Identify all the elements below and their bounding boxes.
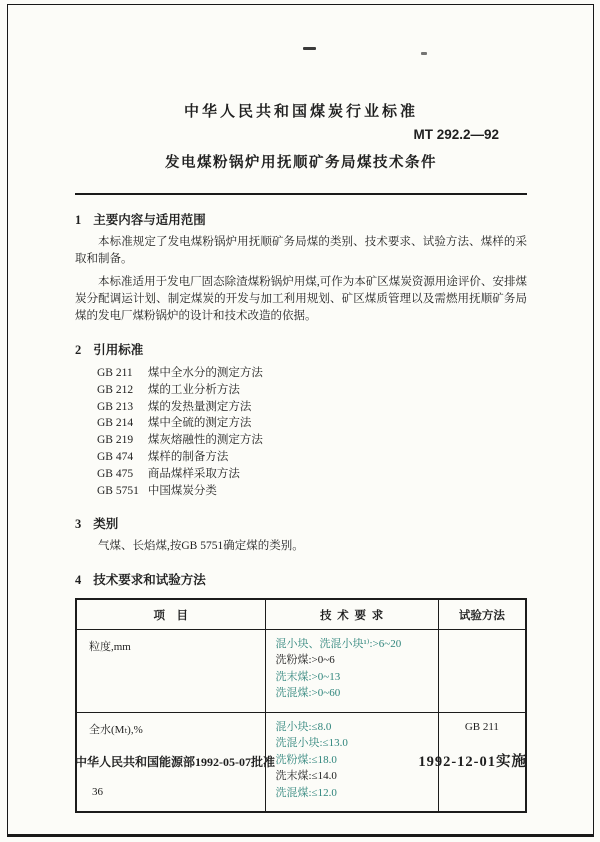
- section-1-paragraph-2: 本标准适用于发电厂固态除渣煤粉锅炉用煤,可作为本矿区煤炭资源用途评价、安排煤炭分配调运计划、制定煤炭的开发与加工利用规划、矿区煤质管理以及需燃用抚顺矿务局煤的发电厂煤粉锅炉的设计和技术改造的依据。: [75, 276, 527, 322]
- reference-item: [97, 399, 527, 416]
- table-cell-item: 粒度,mm: [76, 629, 265, 712]
- table-cell-requirements: [265, 629, 438, 712]
- reference-title: 煤的发热量测定方法: [147, 400, 252, 413]
- reference-item: [97, 483, 527, 500]
- reference-title: 煤中全硫的测定方法: [147, 417, 252, 430]
- table-header-requirement: 技 术 要 求: [265, 599, 438, 629]
- requirement-line: 混小块、洗混小块¹⁾:>6~20: [275, 637, 402, 650]
- reference-code: GB 219: [97, 434, 134, 447]
- reference-code: GB 213: [97, 400, 134, 413]
- requirement-line: 混小块:≤8.0: [275, 720, 332, 733]
- reference-title: 煤样的制备方法: [147, 450, 229, 463]
- table-cell-item: 全水(Mₜ),%: [76, 712, 265, 812]
- technical-requirements-table: [75, 598, 527, 813]
- table-cell-method: GB 211: [438, 712, 526, 812]
- requirement-line: 洗粉煤:>0~6: [275, 654, 335, 667]
- section-4-number: 4: [75, 573, 82, 588]
- reference-code: GB 214: [97, 417, 134, 430]
- reference-item: [97, 382, 527, 399]
- section-2-heading: [75, 340, 527, 358]
- reference-code: GB 5751: [97, 484, 139, 497]
- section-1-number: 1: [75, 213, 82, 227]
- table-cell-method: [438, 629, 526, 712]
- references-list: [97, 365, 527, 499]
- section-4-heading: [75, 570, 527, 588]
- section-3-heading: [75, 514, 527, 532]
- reference-title: 煤中全水分的测定方法: [147, 367, 263, 379]
- section-2-title: 引用标准: [93, 343, 144, 357]
- reference-code: GB 474: [97, 450, 134, 463]
- implementation-date: 1992-12-01实施: [418, 754, 527, 770]
- requirement-line: 洗混煤:≤12.0: [275, 786, 337, 799]
- reference-title: 商品煤样采取方法: [147, 467, 240, 480]
- table-header-row: [76, 599, 526, 629]
- section-4-title: 技术要求和试验方法: [93, 573, 206, 588]
- reference-item: [97, 466, 527, 483]
- approval-statement: 中华人民共和国能源部1992-05-07批准: [75, 755, 275, 769]
- requirement-line: 洗粉煤:≤18.0: [275, 753, 337, 766]
- footer: [75, 750, 527, 771]
- document-content: [75, 0, 527, 813]
- standard-category-line: 中华人民共和国煤炭行业标准: [183, 104, 418, 120]
- table-row-particle-size: [76, 629, 526, 712]
- requirement-line: 洗末煤:>0~13: [275, 670, 341, 683]
- reference-item: [97, 365, 527, 382]
- section-3-title: 类别: [93, 517, 119, 532]
- requirement-line: 洗末煤:≤14.0: [275, 770, 337, 783]
- section-3-number: 3: [75, 517, 82, 532]
- requirement-line: 洗混小块:≤13.0: [275, 737, 348, 750]
- table-header-item: 项 目: [76, 599, 265, 629]
- standard-number: MT 292.2—92: [413, 127, 499, 142]
- reference-code: GB 212: [97, 383, 134, 396]
- reference-title: 中国煤炭分类: [147, 484, 217, 497]
- document-title: 发电煤粉锅炉用抚顺矿务局煤技术条件: [165, 155, 437, 171]
- table-header-method: 试验方法: [438, 599, 526, 629]
- section-1-title: 主要内容与适用范围: [93, 213, 206, 227]
- reference-item: [97, 449, 527, 466]
- reference-code: GB 211: [97, 367, 133, 379]
- requirement-line: 洗混煤:>0~60: [275, 687, 341, 700]
- reference-title: 煤的工业分析方法: [147, 383, 240, 396]
- section-3-paragraph: 气煤、长焰煤,按GB 5751确定煤的类别。: [98, 540, 304, 553]
- section-1-heading: [75, 210, 527, 228]
- reference-title: 煤灰熔融性的测定方法: [147, 434, 263, 447]
- reference-item: [97, 432, 527, 449]
- page-number: 36: [92, 786, 103, 798]
- section-2-number: 2: [75, 343, 82, 357]
- header-divider: [75, 193, 527, 195]
- reference-item: [97, 415, 527, 432]
- reference-code: GB 475: [97, 467, 134, 480]
- section-1-paragraph-1: 本标准规定了发电煤粉锅炉用抚顺矿务局煤的类别、技术要求、试验方法、煤样的采取和制备。: [75, 236, 527, 265]
